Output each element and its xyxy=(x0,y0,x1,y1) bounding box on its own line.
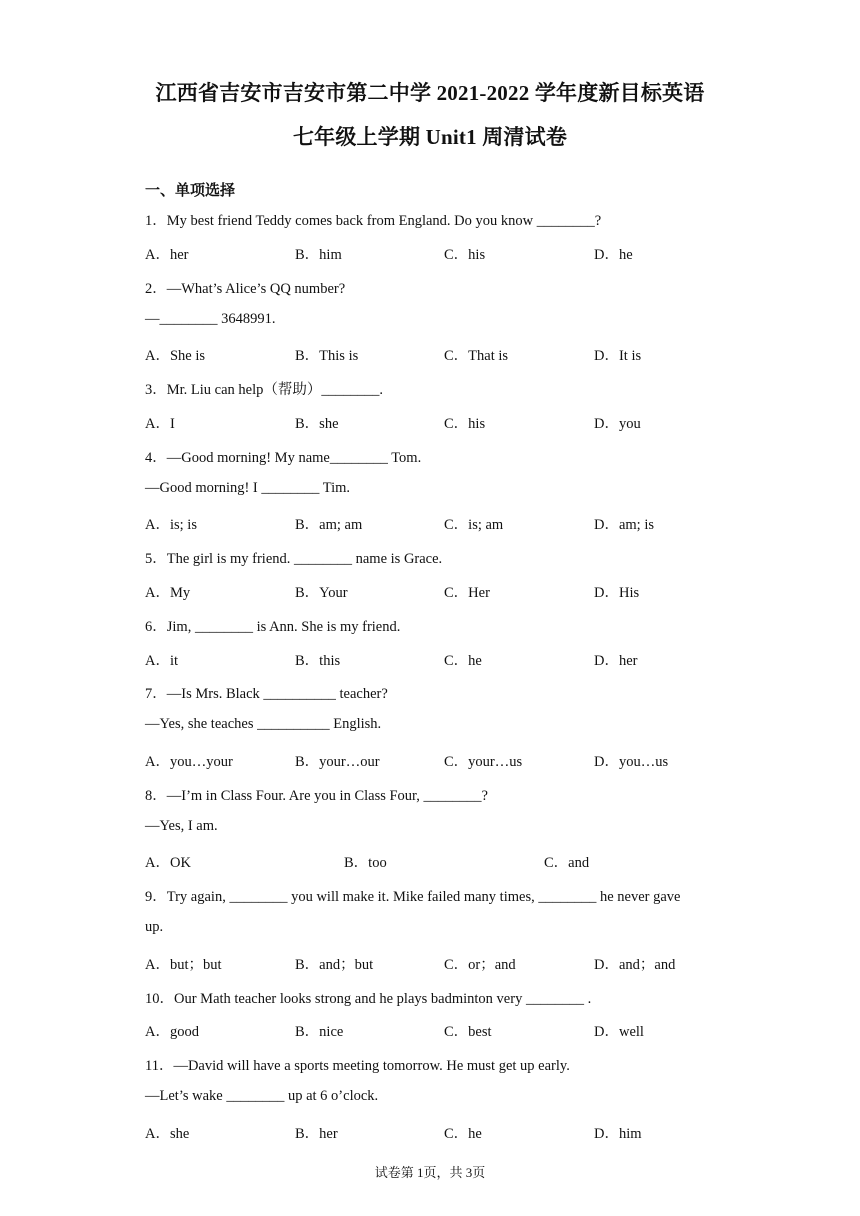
option-c: C．or；and xyxy=(444,957,516,973)
option-c: C．he xyxy=(444,653,482,669)
option-a: A．OK xyxy=(145,855,191,871)
option-b: B．him xyxy=(295,247,342,263)
question-11-options xyxy=(145,1122,745,1142)
option-c: C．Her xyxy=(444,585,490,601)
option-a: A．she xyxy=(145,1126,190,1142)
option-d: D．him xyxy=(594,1126,642,1142)
question-10-options xyxy=(145,1020,745,1040)
option-d: D．you xyxy=(594,416,641,432)
question-9-stem-line-2: up. xyxy=(145,919,164,935)
option-b: B．her xyxy=(295,1126,338,1142)
option-d: D．and；and xyxy=(594,957,676,973)
option-d: D．you…us xyxy=(594,754,669,770)
option-b: B．this xyxy=(295,653,341,669)
question-1-options xyxy=(145,243,745,263)
option-c: C．his xyxy=(444,247,486,263)
paper-title-line-1: 江西省吉安市吉安市第二中学 2021-2022 学年度新目标英语 xyxy=(155,81,705,105)
option-d: D．His xyxy=(594,585,640,601)
option-c: C．your…us xyxy=(444,754,523,770)
option-c: C．he xyxy=(444,1126,482,1142)
question-8-options xyxy=(145,851,745,871)
question-5-stem: 5．The girl is my friend. ________ name is Grace. xyxy=(145,551,443,567)
question-3-stem: 3．Mr. Liu can help（帮助）________. xyxy=(145,382,384,398)
option-d: D．well xyxy=(594,1024,644,1040)
page-footer: 试卷第 1页，共 3页 xyxy=(374,1165,486,1180)
question-4-stem: 4．—Good morning! My name________ Tom. xyxy=(145,450,422,466)
question-9-options xyxy=(145,953,745,973)
question-10-stem: 10．Our Math teacher looks strong and he plays badminton very ________ . xyxy=(145,991,592,1007)
option-b: B．too xyxy=(344,855,387,871)
question-9-stem: 9．Try again, ________ you will make it. Mike failed many times, ________ he never gave xyxy=(145,889,681,905)
option-c: C．his xyxy=(444,416,486,432)
question-7-stem: 7．—Is Mrs. Black __________ teacher? xyxy=(145,686,388,702)
option-a: A．My xyxy=(145,585,191,601)
option-b: B．she xyxy=(295,416,339,432)
question-8-stem-line-2: —Yes, I am. xyxy=(145,818,218,834)
option-b: B．and；but xyxy=(295,957,374,973)
question-2-stem-line-2: —________ 3648991. xyxy=(145,311,276,327)
question-11-stem: 11．—David will have a sports meeting tomorrow. He must get up early. xyxy=(145,1058,570,1074)
question-2-options xyxy=(145,344,745,364)
question-4-stem-line-2: —Good morning! I ________ Tim. xyxy=(145,480,351,496)
question-11-stem-line-2: —Let’s wake ________ up at 6 o’clock. xyxy=(145,1088,379,1104)
question-1-stem: 1．My best friend Teddy comes back from England. Do you know ________? xyxy=(145,213,602,229)
option-c: C．best xyxy=(444,1024,492,1040)
question-7-stem-line-2: —Yes, she teaches __________ English. xyxy=(145,716,382,732)
option-a: A．good xyxy=(145,1024,199,1040)
option-a: A．it xyxy=(145,653,179,669)
option-b: B．am; am xyxy=(295,517,363,533)
option-c: C．and xyxy=(544,855,590,871)
option-d: D．It is xyxy=(594,348,642,364)
option-a: A．but；but xyxy=(145,957,222,973)
option-d: D．her xyxy=(594,653,638,669)
paper-title-line-2: 七年级上学期 Unit1 周清试卷 xyxy=(292,125,568,149)
option-c: C．That is xyxy=(444,348,509,364)
option-a: A．I xyxy=(145,416,175,432)
option-b: B．nice xyxy=(295,1024,344,1040)
option-c: C．is; am xyxy=(444,517,504,533)
option-a: A．her xyxy=(145,247,189,263)
question-6-options xyxy=(145,649,745,669)
option-d: D．he xyxy=(594,247,633,263)
option-a: A．is; is xyxy=(145,517,197,533)
option-b: B．This is xyxy=(295,348,359,364)
question-2-stem: 2．—What’s Alice’s QQ number? xyxy=(145,281,346,297)
section-heading: 一、单项选择 xyxy=(145,183,236,199)
question-8-stem: 8．—I’m in Class Four. Are you in Class Four, ________? xyxy=(145,788,488,804)
question-4-options xyxy=(145,513,745,533)
option-a: A．She is xyxy=(145,348,206,364)
option-a: A．you…your xyxy=(145,754,233,770)
question-7-options xyxy=(145,750,745,770)
option-b: B．your…our xyxy=(295,754,380,770)
question-3-options xyxy=(145,412,745,432)
option-d: D．am; is xyxy=(594,517,655,533)
option-b: B．Your xyxy=(295,585,348,601)
question-5-options xyxy=(145,581,745,601)
question-6-stem: 6．Jim, ________ is Ann. She is my friend. xyxy=(145,619,401,635)
